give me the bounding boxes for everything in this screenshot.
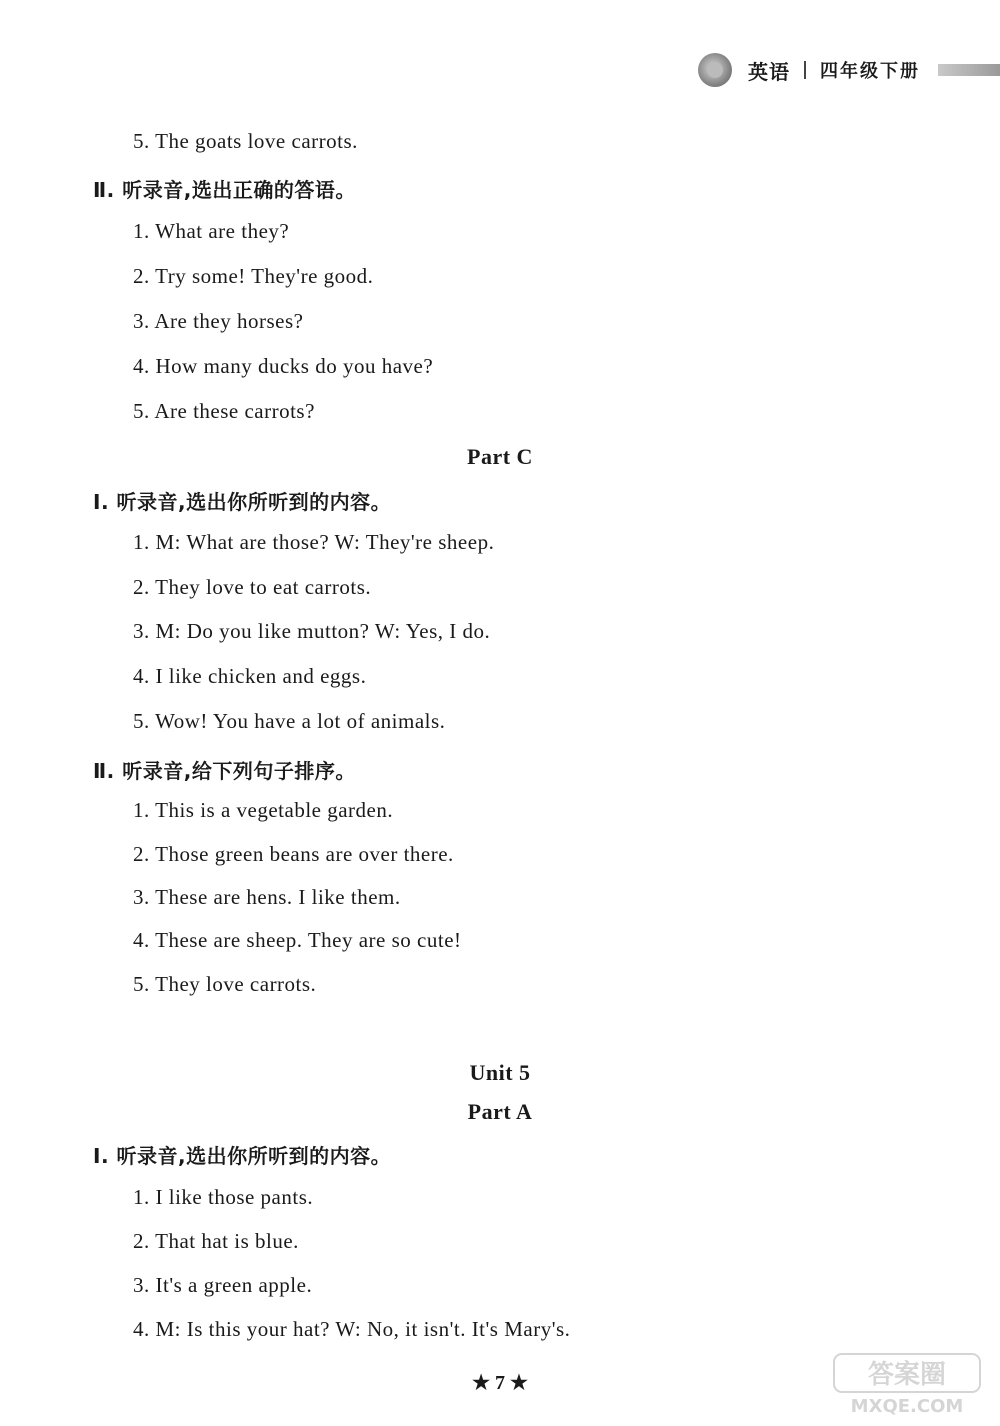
watermark-text-bottom: MXQE.COM (850, 1396, 964, 1417)
header-subject: 英语 (748, 59, 790, 84)
text-line: 3. M: Do you like mutton? W: Yes, I do. (133, 619, 491, 643)
text-line: 5. Wow! You have a lot of animals. (133, 709, 446, 733)
unit-heading: Unit 5 (469, 1060, 531, 1085)
text-line: 2. They love to eat carrots. (133, 575, 372, 599)
header-grade: 四年级下册 (820, 61, 920, 82)
page-number: 7 (495, 1372, 505, 1394)
page-header (698, 50, 1000, 90)
section-heading: Ⅱ. 听录音,给下列句子排序。 (93, 759, 356, 783)
text-line: 3. It's a green apple. (133, 1273, 313, 1297)
text-line: 2. Try some! They're good. (133, 264, 374, 288)
part-heading: Part A (467, 1099, 533, 1124)
section-heading: Ⅱ. 听录音,选出正确的答语。 (93, 178, 356, 202)
text-line: 4. M: Is this your hat? W: No, it isn't. It's Mary's. (133, 1317, 571, 1341)
text-line: 1. This is a vegetable garden. (133, 798, 394, 822)
text-line: 5. The goats love carrots. (133, 129, 358, 153)
part-heading: Part C (467, 444, 533, 469)
star-icon: ★ (510, 1372, 528, 1394)
text-line: 5. They love carrots. (133, 972, 317, 996)
text-line: 4. I like chicken and eggs. (133, 664, 367, 688)
text-line: 4. How many ducks do you have? (133, 354, 434, 378)
text-line: 3. Are they horses? (133, 309, 304, 333)
header-decoration-bar (938, 64, 1000, 76)
star-icon: ★ (472, 1372, 490, 1394)
section-heading: Ⅰ. 听录音,选出你所听到的内容。 (93, 490, 392, 514)
watermark-logo (832, 1350, 982, 1418)
header-divider (804, 61, 806, 79)
text-line: 3. These are hens. I like them. (133, 885, 401, 909)
text-line: 2. That hat is blue. (133, 1229, 299, 1253)
section-heading: Ⅰ. 听录音,选出你所听到的内容。 (93, 1144, 392, 1168)
text-line: 1. I like those pants. (133, 1185, 314, 1209)
watermark-text-top: 答案圈 (867, 1360, 947, 1390)
text-line: 5. Are these carrots? (133, 399, 315, 423)
text-line: 1. What are they? (133, 219, 290, 243)
book-logo-icon (698, 53, 732, 87)
text-line: 4. These are sheep. They are so cute! (133, 928, 462, 952)
text-line: 2. Those green beans are over there. (133, 842, 454, 866)
text-line: 1. M: What are those? W: They're sheep. (133, 530, 495, 554)
